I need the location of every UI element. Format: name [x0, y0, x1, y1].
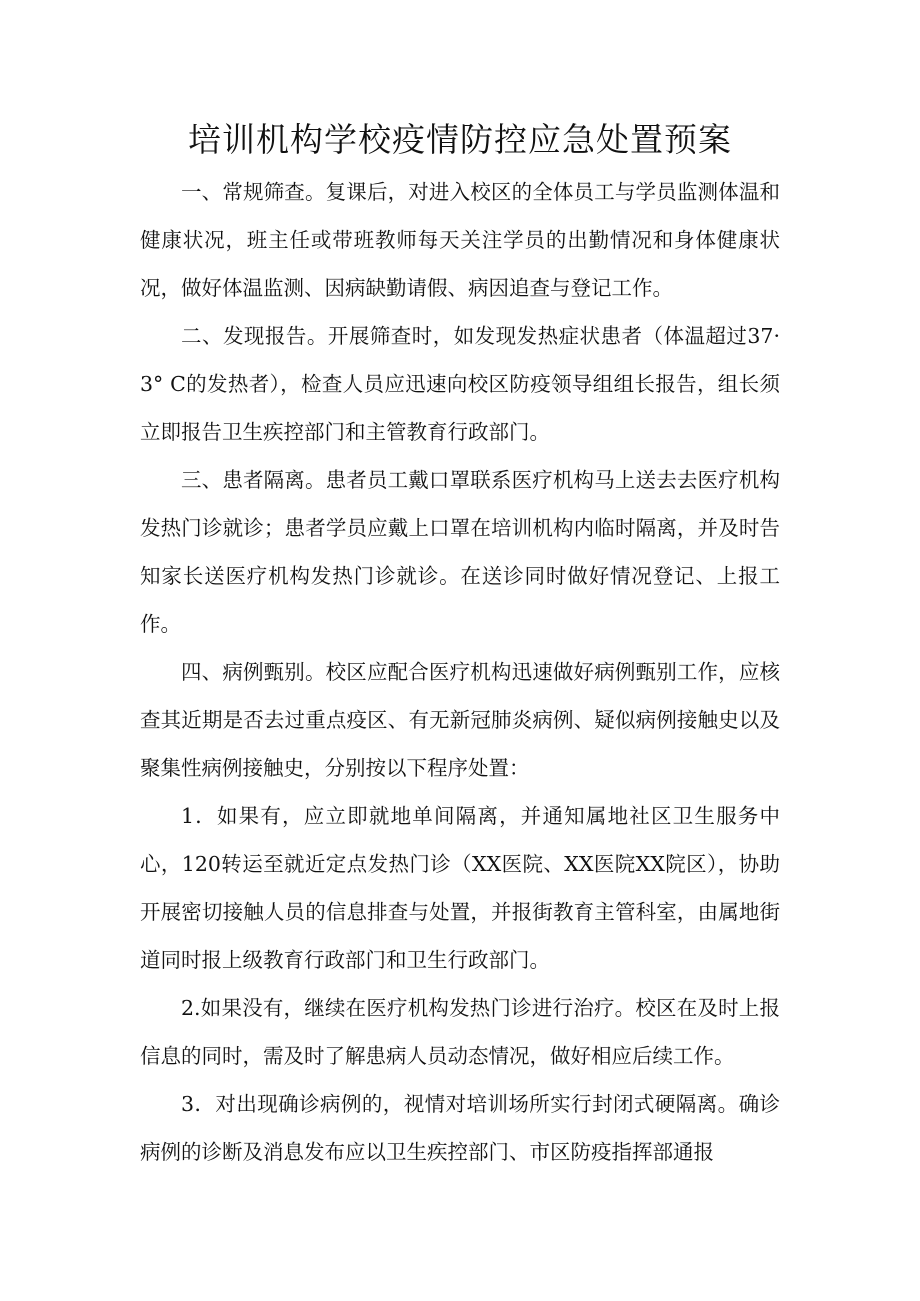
document-title: 培训机构学校疫情防控应急处置预案: [188, 120, 732, 159]
paragraph-routine-screening: 一、常规筛查。复课后，对进入校区的全体员工与学员监测体温和健康状况，班主任或带班教师每天关注学员的出勤情况和身体健康状况，做好体温监测、因病缺勤请假、病因追查与登记工作。: [140, 180, 780, 300]
paragraph-item-1: 1．如果有，应立即就地单间隔离，并通知属地社区卫生服务中心，120转运至就近定点发热门诊（XX医院、XX医院XX院区），协助开展密切接触人员的信息排查与处置，并报街教育主管科室，由属地街道同时报上级教育行政部门和卫生行政部门。: [140, 804, 780, 972]
paragraph-discovery-report: 二、发现报告。开展筛查时，如发现发热症状患者（体温超过37·3° C的发热者），检查人员应迅速向校区防疫领导组组长报告，组长须立即报告卫生疾控部门和主管教育行政部门。: [140, 324, 780, 444]
paragraph-item-3: 3．对出现确诊病例的，视情对培训场所实行封闭式硬隔离。确诊病例的诊断及消息发布应以卫生疾控部门、市区防疫指挥部通报: [140, 1092, 780, 1164]
paragraph-patient-isolation: 三、患者隔离。患者员工戴口罩联系医疗机构马上送去去医疗机构发热门诊就诊；患者学员应戴上口罩在培训机构内临时隔离，并及时告知家长送医疗机构发热门诊就诊。在送诊同时做好情况登记、上报工作。: [140, 468, 780, 636]
paragraph-item-2: 2.如果没有，继续在医疗机构发热门诊进行治疗。校区在及时上报信息的同时，需及时了解患病人员动态情况，做好相应后续工作。: [140, 996, 780, 1068]
paragraph-case-screening: 四、病例甄别。校区应配合医疗机构迅速做好病例甄别工作，应核查其近期是否去过重点疫区、有无新冠肺炎病例、疑似病例接触史以及聚集性病例接触史，分别按以下程序处置：: [140, 660, 780, 780]
